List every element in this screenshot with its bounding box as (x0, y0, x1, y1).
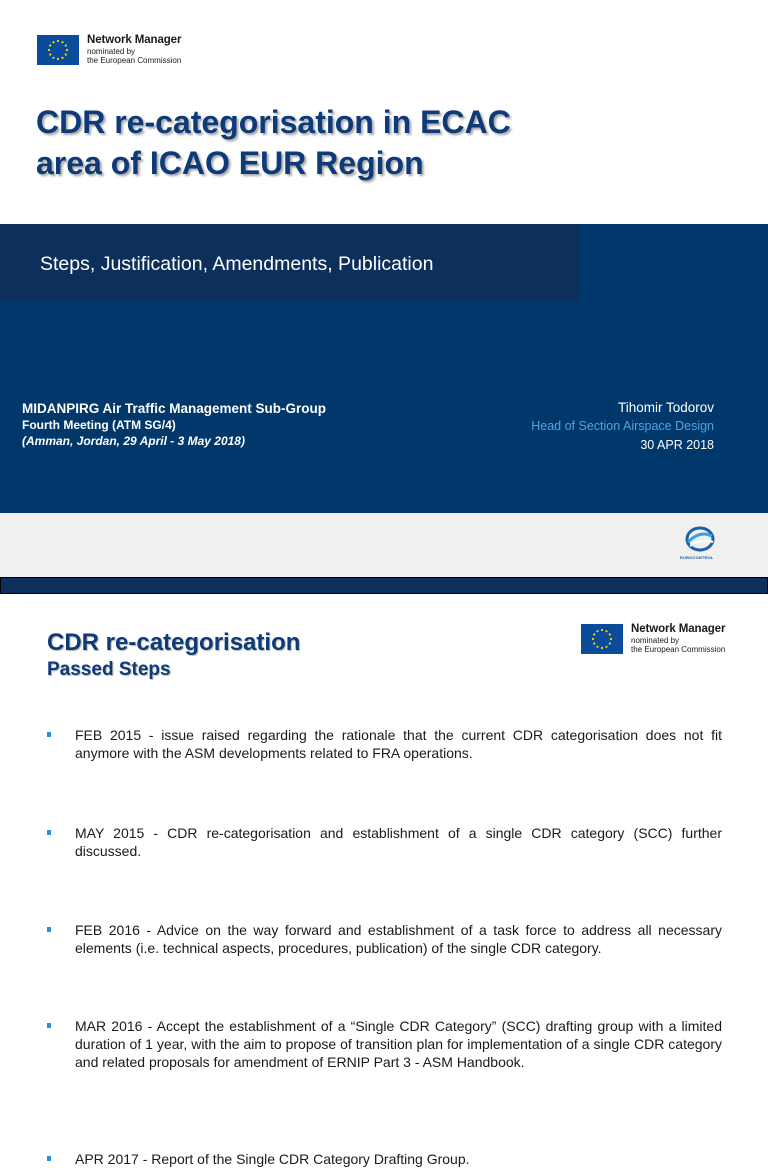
presenter-role: Head of Section Airspace Design (531, 419, 714, 433)
bullet-square-icon (47, 1156, 51, 1161)
logo-line-1: nominated by (631, 635, 680, 645)
section-title: CDR re-categorisation (47, 629, 301, 656)
list-item (47, 824, 722, 860)
steps-list (47, 726, 722, 1167)
eu-flag-icon (581, 624, 623, 654)
section-subtitle: Passed Steps (47, 659, 171, 680)
list-item (47, 921, 722, 957)
meeting-number: Fourth Meeting (ATM SG/4) (22, 418, 176, 432)
list-item-text: FEB 2015 - issue raised regarding the rationale that the current CDR categorisation does not fit anymore with the ASM developments related to FRA operations. (75, 727, 722, 761)
slide-subtitle: Steps, Justification, Amendments, Publication (40, 253, 434, 275)
presentation-date: 30 APR 2018 (640, 438, 714, 452)
list-item (47, 1150, 722, 1168)
slide-title-line-1: CDR re-categorisation in ECAC (36, 104, 511, 140)
network-manager-logo (581, 624, 725, 654)
list-item-text: MAR 2016 - Accept the establishment of a “Single CDR Category” (SCC) drafting group with a limited duration of 1 year, with the aim to propose of transition plan for implementation of a single CDR category and related proposals for amendment of ERNIP Part 3 - ASM Handbook. (75, 1018, 722, 1070)
logo-title: Network Manager (87, 34, 182, 47)
logo-line-2: the European Commission (87, 55, 182, 65)
network-manager-logo (37, 35, 181, 65)
content-slide (0, 596, 768, 1167)
list-item (47, 1017, 722, 1071)
meeting-group: MIDANPIRG Air Traffic Management Sub-Group (22, 401, 327, 416)
eu-flag-icon (37, 35, 79, 65)
list-item-text: FEB 2016 - Advice on the way forward and establishment of a task force to address all necessary elements (i.e. technical aspects, procedures, publication) of the single CDR category. (75, 922, 722, 956)
presenter-name: Tihomir Todorov (617, 400, 714, 415)
logo-line-1: nominated by (87, 46, 136, 56)
bullet-square-icon (47, 1023, 51, 1028)
bullet-square-icon (47, 830, 51, 835)
presenter-info (531, 398, 714, 455)
logo-title: Network Manager (631, 623, 726, 636)
list-item (47, 726, 722, 762)
slide-title-line-2: area of ICAO EUR Region (36, 145, 424, 181)
bullet-square-icon (47, 927, 51, 932)
list-item-text: APR 2017 - Report of the Single CDR Category Drafting Group. (75, 1151, 470, 1167)
logo-line-2: the European Commission (631, 644, 726, 654)
eurocontrol-label: EUROCONTROL (680, 555, 714, 560)
meeting-info (22, 400, 326, 449)
slide-title (36, 102, 736, 184)
list-item-text: MAY 2015 - CDR re-categorisation and establishment of a single CDR category (SCC) further discussed. (75, 825, 722, 859)
meeting-location: (Amman, Jordan, 29 April - 3 May 2018) (22, 434, 245, 448)
slide-bottom-bar (0, 577, 768, 594)
bullet-square-icon (47, 732, 51, 737)
footer-band (0, 513, 768, 577)
